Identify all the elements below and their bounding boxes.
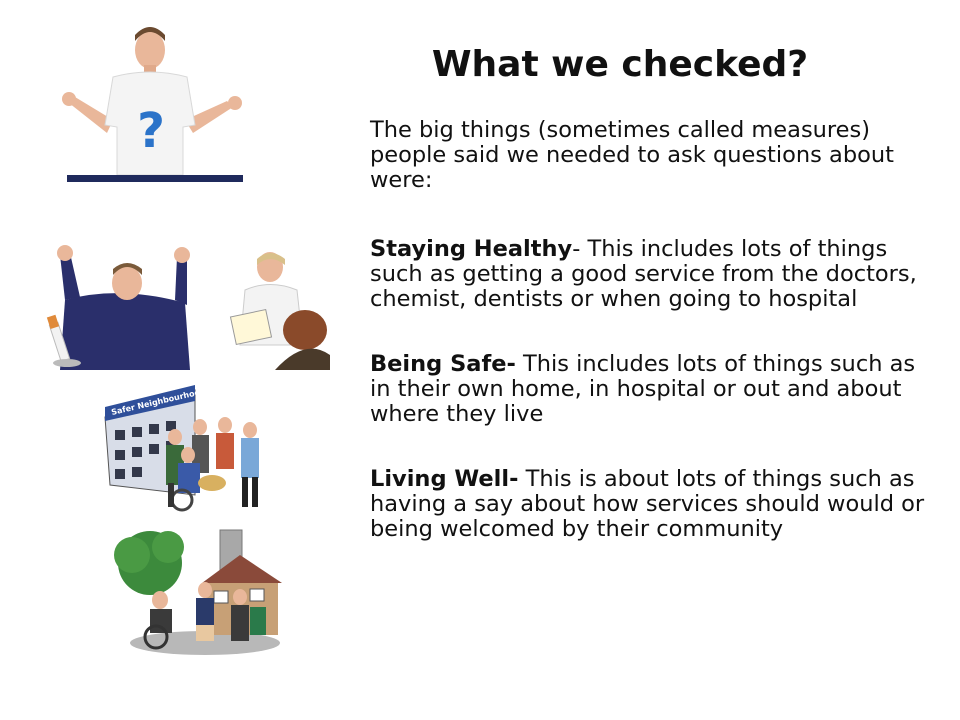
being-safe-heading: Being Safe- <box>370 351 516 377</box>
living-well-paragraph <box>370 467 930 542</box>
being-safe-text: This includes lots of things such as in their own home, in hospital or out and about where they live <box>370 351 916 427</box>
safer-neighbourhood-image <box>100 385 280 515</box>
staying-healthy-heading: Staying Healthy <box>370 236 573 262</box>
building-sign-text: Safer Neighbourhood <box>110 386 207 417</box>
living-well-text: This is about lots of things such as having a say about how services should would or being welcomed by their community <box>370 466 925 542</box>
staying-healthy-paragraph <box>370 237 930 312</box>
page-title: What we checked? <box>431 44 809 85</box>
question-mark-text: ? <box>137 103 165 159</box>
confused-person-image <box>55 15 255 190</box>
celebrating-person-image <box>45 245 195 370</box>
intro-paragraph: The big things (sometimes called measures) people said we needed to ask questions about were: <box>370 117 894 193</box>
doctor-consultation-image <box>215 245 330 370</box>
being-safe-paragraph <box>370 352 930 427</box>
community-image <box>110 525 285 660</box>
living-well-heading: Living Well- <box>370 466 519 492</box>
staying-healthy-text: - This includes lots of things such as getting a good service from the doctors, chemist, dentists or when going to hospital <box>370 236 917 312</box>
body-text <box>370 118 930 570</box>
